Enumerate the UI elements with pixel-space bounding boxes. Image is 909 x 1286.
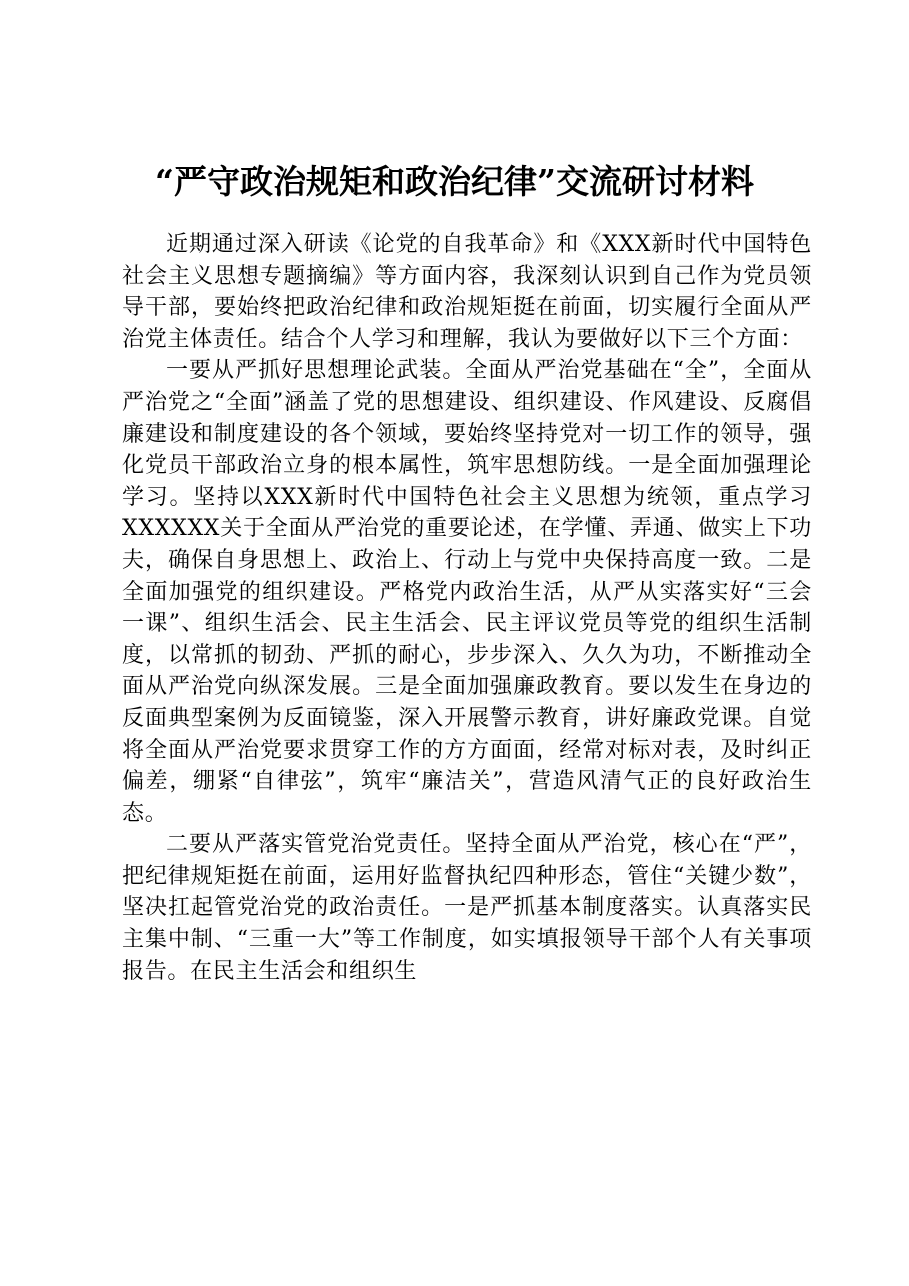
document-body <box>122 229 812 987</box>
document-title: “严守政治规矩和政治纪律”交流研讨材料 <box>155 162 754 201</box>
paragraph-point-two: 二要从严落实管党治党责任。坚持全面从严治党，核心在“严”，把纪律规矩挺在前面，运用好监督执纪四种形态，管住“关键少数”，坚决扛起管党治党的政治责任。一是严抓基本制度落实。认真落实民主集中制、“三重一大”等工作制度，如实填报领导干部个人有关事项报告。在民主生活会和组织生 <box>122 832 812 984</box>
paragraph-intro: 近期通过深入研读《论党的自我革命》和《XXX新时代中国特色社会主义思想专题摘编》等方面内容，我深刻认识到自己作为党员领导干部，要始终把政治纪律和政治规矩挺在前面，切实履行全面从严治党主体责任。结合个人学习和理解，我认为要做好以下三个方面： <box>122 232 812 352</box>
paragraph-point-one: 一要从严抓好思想理论武装。全面从严治党基础在“全”，全面从严治党之“全面”涵盖了党的思想建设、组织建设、作风建设、反腐倡廉建设和制度建设的各个领域，要始终坚持党对一切工作的领导，强化党员干部政治立身的根本属性，筑牢思想防线。一是全面加强理论学习。坚持以XXX新时代中国特色社会主义思想为统领，重点学习XXXXXX关于全面从严治党的重要论述，在学懂、弄通、做实上下功夫，确保自身思想上、政治上、行动上与党中央保持高度一致。二是全面加强党的组织建设。严格党内政治生活，从严从实落实好“三会一课”、组织生活会、民主生活会、民主评议党员等党的组织生活制度，以常抓的韧劲、严抓的耐心，步步深入、久久为功，不断推动全面从严治党向纵深发展。三是全面加强廉政教育。要以发生在身边的反面典型案例为反面镜鉴，深入开展警示教育，讲好廉政党课。自觉将全面从严治党要求贯穿工作的方方面面，经常对标对表，及时纠正偏差，绷紧“自律弦”，筑牢“廉洁关”，营造风清气正的良好政治生态。 <box>122 358 812 826</box>
